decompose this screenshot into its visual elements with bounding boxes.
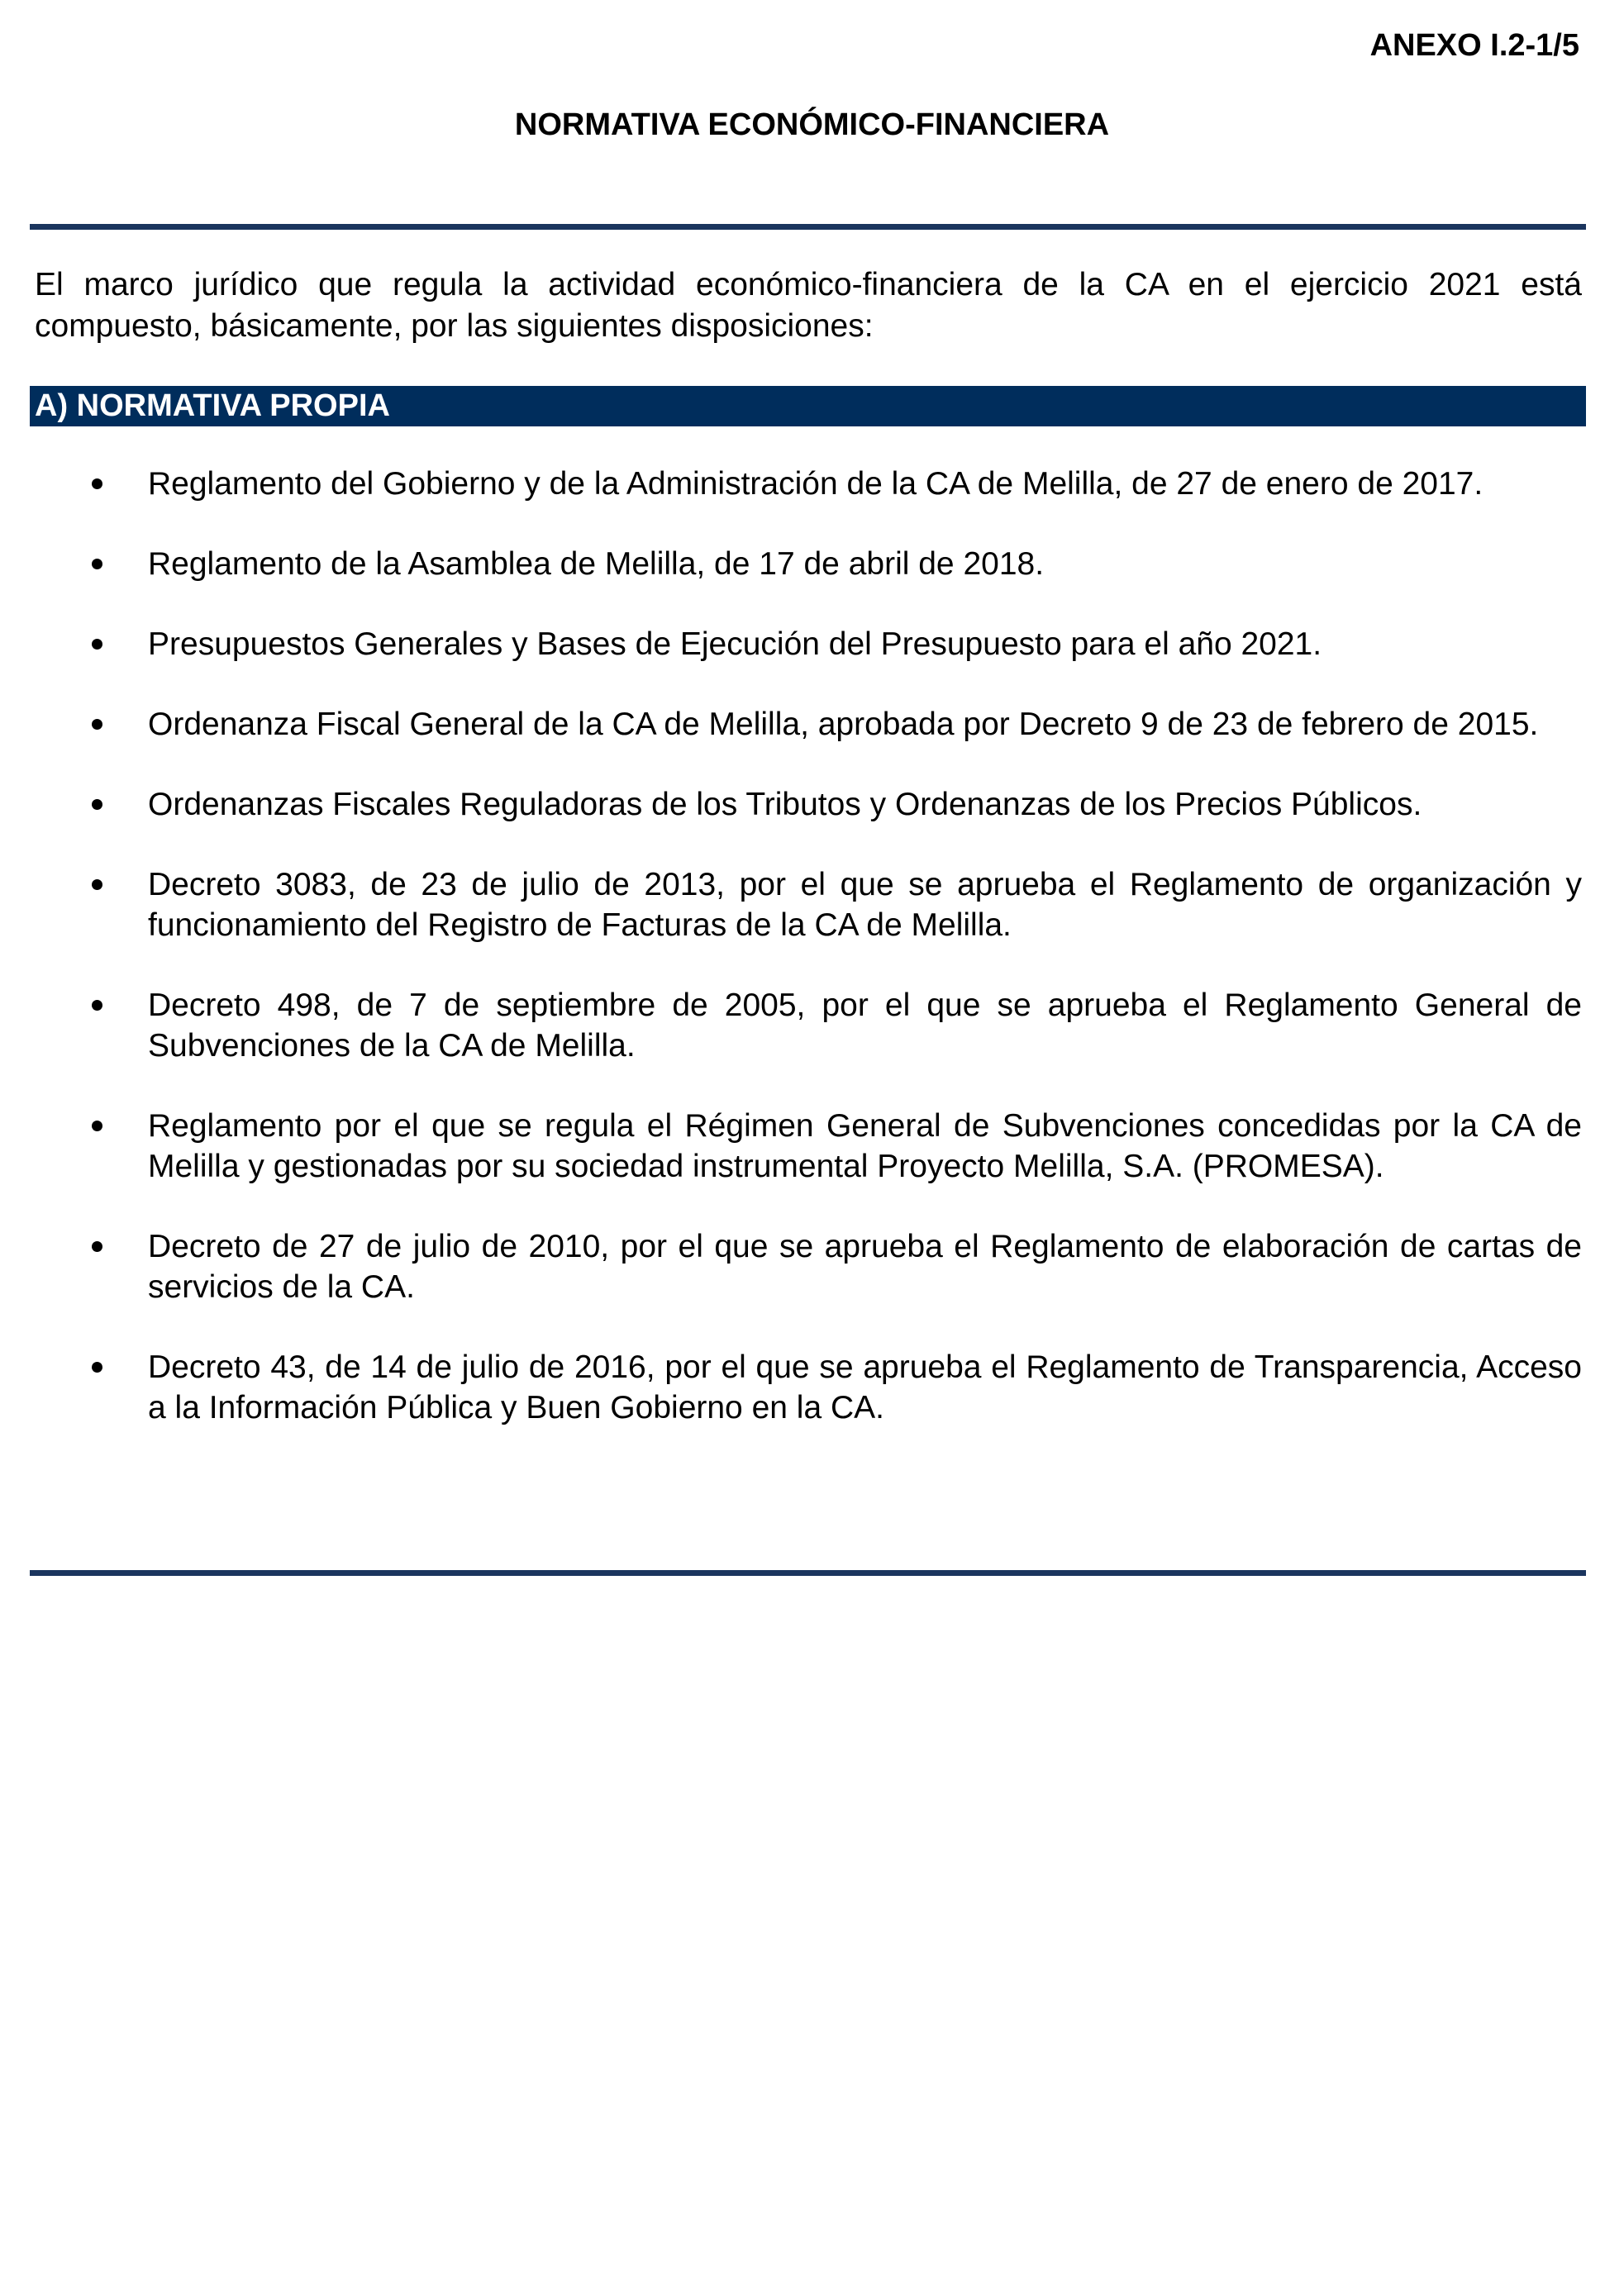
list-item-text: Ordenanzas Fiscales Reguladoras de los Tributos y Ordenanzas de los Precios Públicos. xyxy=(148,787,1422,822)
list-item xyxy=(0,1226,1624,1307)
bullet-icon xyxy=(92,719,102,730)
page-title: NORMATIVA ECONÓMICO-FINANCIERA xyxy=(514,107,1110,142)
bullet-icon xyxy=(92,559,102,569)
list-item-text: Presupuestos Generales y Bases de Ejecución del Presupuesto para el año 2021. xyxy=(148,626,1322,662)
list-item-text: Reglamento del Gobierno y de la Administración de la CA de Melilla, de 27 de enero de 2017. xyxy=(148,466,1484,502)
list-item xyxy=(0,864,1624,945)
bullet-icon xyxy=(92,639,102,650)
list-item-text: Ordenanza Fiscal General de la CA de Melilla, aprobada por Decreto 9 de 23 de febrero de 2015. xyxy=(148,707,1539,742)
section-heading: A) NORMATIVA PROPIA xyxy=(30,386,1586,426)
list-item xyxy=(0,464,1624,504)
bullet-icon xyxy=(92,1121,102,1131)
list-item xyxy=(0,624,1624,664)
list-item-text: Decreto 3083, de 23 de julio de 2013, por el que se aprueba el Reglamento de organización y funcionamiento del Registro de Facturas de la CA de Melilla. xyxy=(148,867,1582,943)
list-item xyxy=(0,704,1624,745)
list-item xyxy=(0,544,1624,584)
bullet-icon xyxy=(92,1241,102,1252)
bullet-icon xyxy=(92,1000,102,1011)
list-item-text: Reglamento de la Asamblea de Melilla, de 17 de abril de 2018. xyxy=(148,546,1045,582)
list-item-text: Decreto de 27 de julio de 2010, por el que se aprueba el Reglamento de elaboración de cartas de servicios de la CA. xyxy=(148,1229,1582,1305)
bottom-divider xyxy=(30,1570,1586,1576)
intro-paragraph: El marco jurídico que regula la actividad económico-financiera de la CA en el ejercicio 2021 está compuesto, básicamente, por las siguientes disposiciones: xyxy=(35,267,1582,344)
annex-label: ANEXO I.2-1/5 xyxy=(1369,28,1579,63)
bullet-icon xyxy=(92,1362,102,1373)
bullet-icon xyxy=(92,799,102,810)
list-item-text: Reglamento por el que se regula el Régimen General de Subvenciones concedidas por la CA de Melilla y gestionadas por su sociedad instrumental Proyecto Melilla, S.A. (PROMESA). xyxy=(148,1108,1582,1184)
list-item xyxy=(0,1347,1624,1428)
bullet-icon xyxy=(92,879,102,890)
list-item-text: Decreto 498, de 7 de septiembre de 2005, por el que se aprueba el Reglamento General de Subvenciones de la CA de Melilla. xyxy=(148,988,1582,1064)
list-item xyxy=(0,1106,1624,1187)
list-item-text: Decreto 43, de 14 de julio de 2016, por el que se aprueba el Reglamento de Transparencia, Acceso a la Información Pública y Buen Gobierno en la CA. xyxy=(148,1349,1582,1425)
bullet-icon xyxy=(92,478,102,489)
list-item xyxy=(0,784,1624,825)
top-divider xyxy=(30,224,1586,230)
list-item xyxy=(0,985,1624,1066)
regulation-list xyxy=(0,464,1624,1468)
